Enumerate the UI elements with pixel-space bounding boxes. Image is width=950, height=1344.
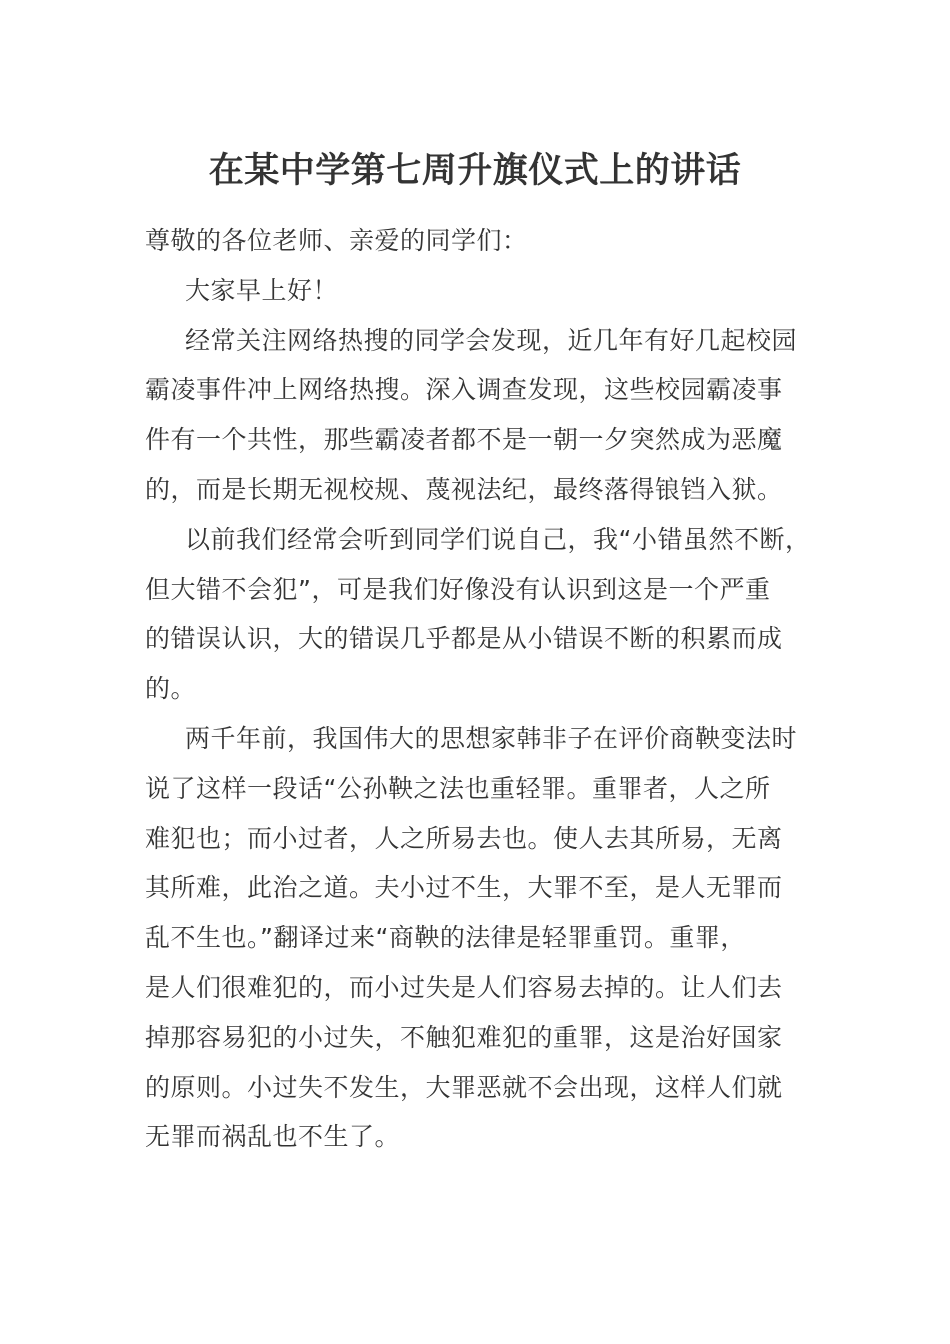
paragraph-line: 的错误认识，大的错误几乎都是从小错误不断的积累而成 <box>145 624 783 654</box>
paragraph-line: 难犯也；而小过者，人之所易去也。使人去其所易，无离 <box>145 823 783 853</box>
paragraph-line: 但大错不会犯”，可是我们好像没有认识到这是一个严重 <box>145 574 771 604</box>
paragraph-line: 无罪而祸乱也不生了。 <box>145 1122 401 1152</box>
paragraph-line: 件有一个共性，那些霸凌者都不是一朝一夕突然成为恶魔 <box>145 425 783 455</box>
greeting-line: 大家早上好！ <box>185 275 339 305</box>
paragraph-line: 乱不生也。”翻译过来“商鞅的法律是轻罪重罚。重罪， <box>145 923 746 953</box>
paragraph-line: 霸凌事件冲上网络热搜。深入调查发现，这些校园霸凌事 <box>145 375 783 405</box>
document-title: 在某中学第七周升旗仪式上的讲话 <box>208 151 742 191</box>
paragraph-line: 其所难，此治之道。夫小过不生，大罪不至，是人无罪而 <box>145 873 783 903</box>
paragraph-line: 说了这样一段话“公孙鞅之法也重轻罪。重罪者，人之所 <box>145 773 771 803</box>
paragraph-line: 的。 <box>145 674 197 704</box>
paragraph-line: 经常关注网络热搜的同学会发现，近几年有好几起校园 <box>185 325 798 355</box>
salutation-line: 尊敬的各位老师、亲爱的同学们： <box>145 226 528 255</box>
document-body <box>145 216 825 1162</box>
paragraph-line: 以前我们经常会听到同学们说自己，我“小错虽然不断， <box>185 524 811 554</box>
paragraph-line: 的，而是长期无视校规、蔑视法纪，最终落得锒铛入狱。 <box>145 474 783 504</box>
paragraph-line: 的原则。小过失不发生，大罪恶就不会出现，这样人们就 <box>145 1072 783 1102</box>
paragraph-line: 是人们很难犯的，而小过失是人们容易去掉的。让人们去 <box>145 972 783 1002</box>
paragraph-line: 掉那容易犯的小过失，不触犯难犯的重罪，这是治好国家 <box>145 1022 783 1052</box>
paragraph-line: 两千年前，我国伟大的思想家韩非子在评价商鞅变法时 <box>185 723 798 753</box>
